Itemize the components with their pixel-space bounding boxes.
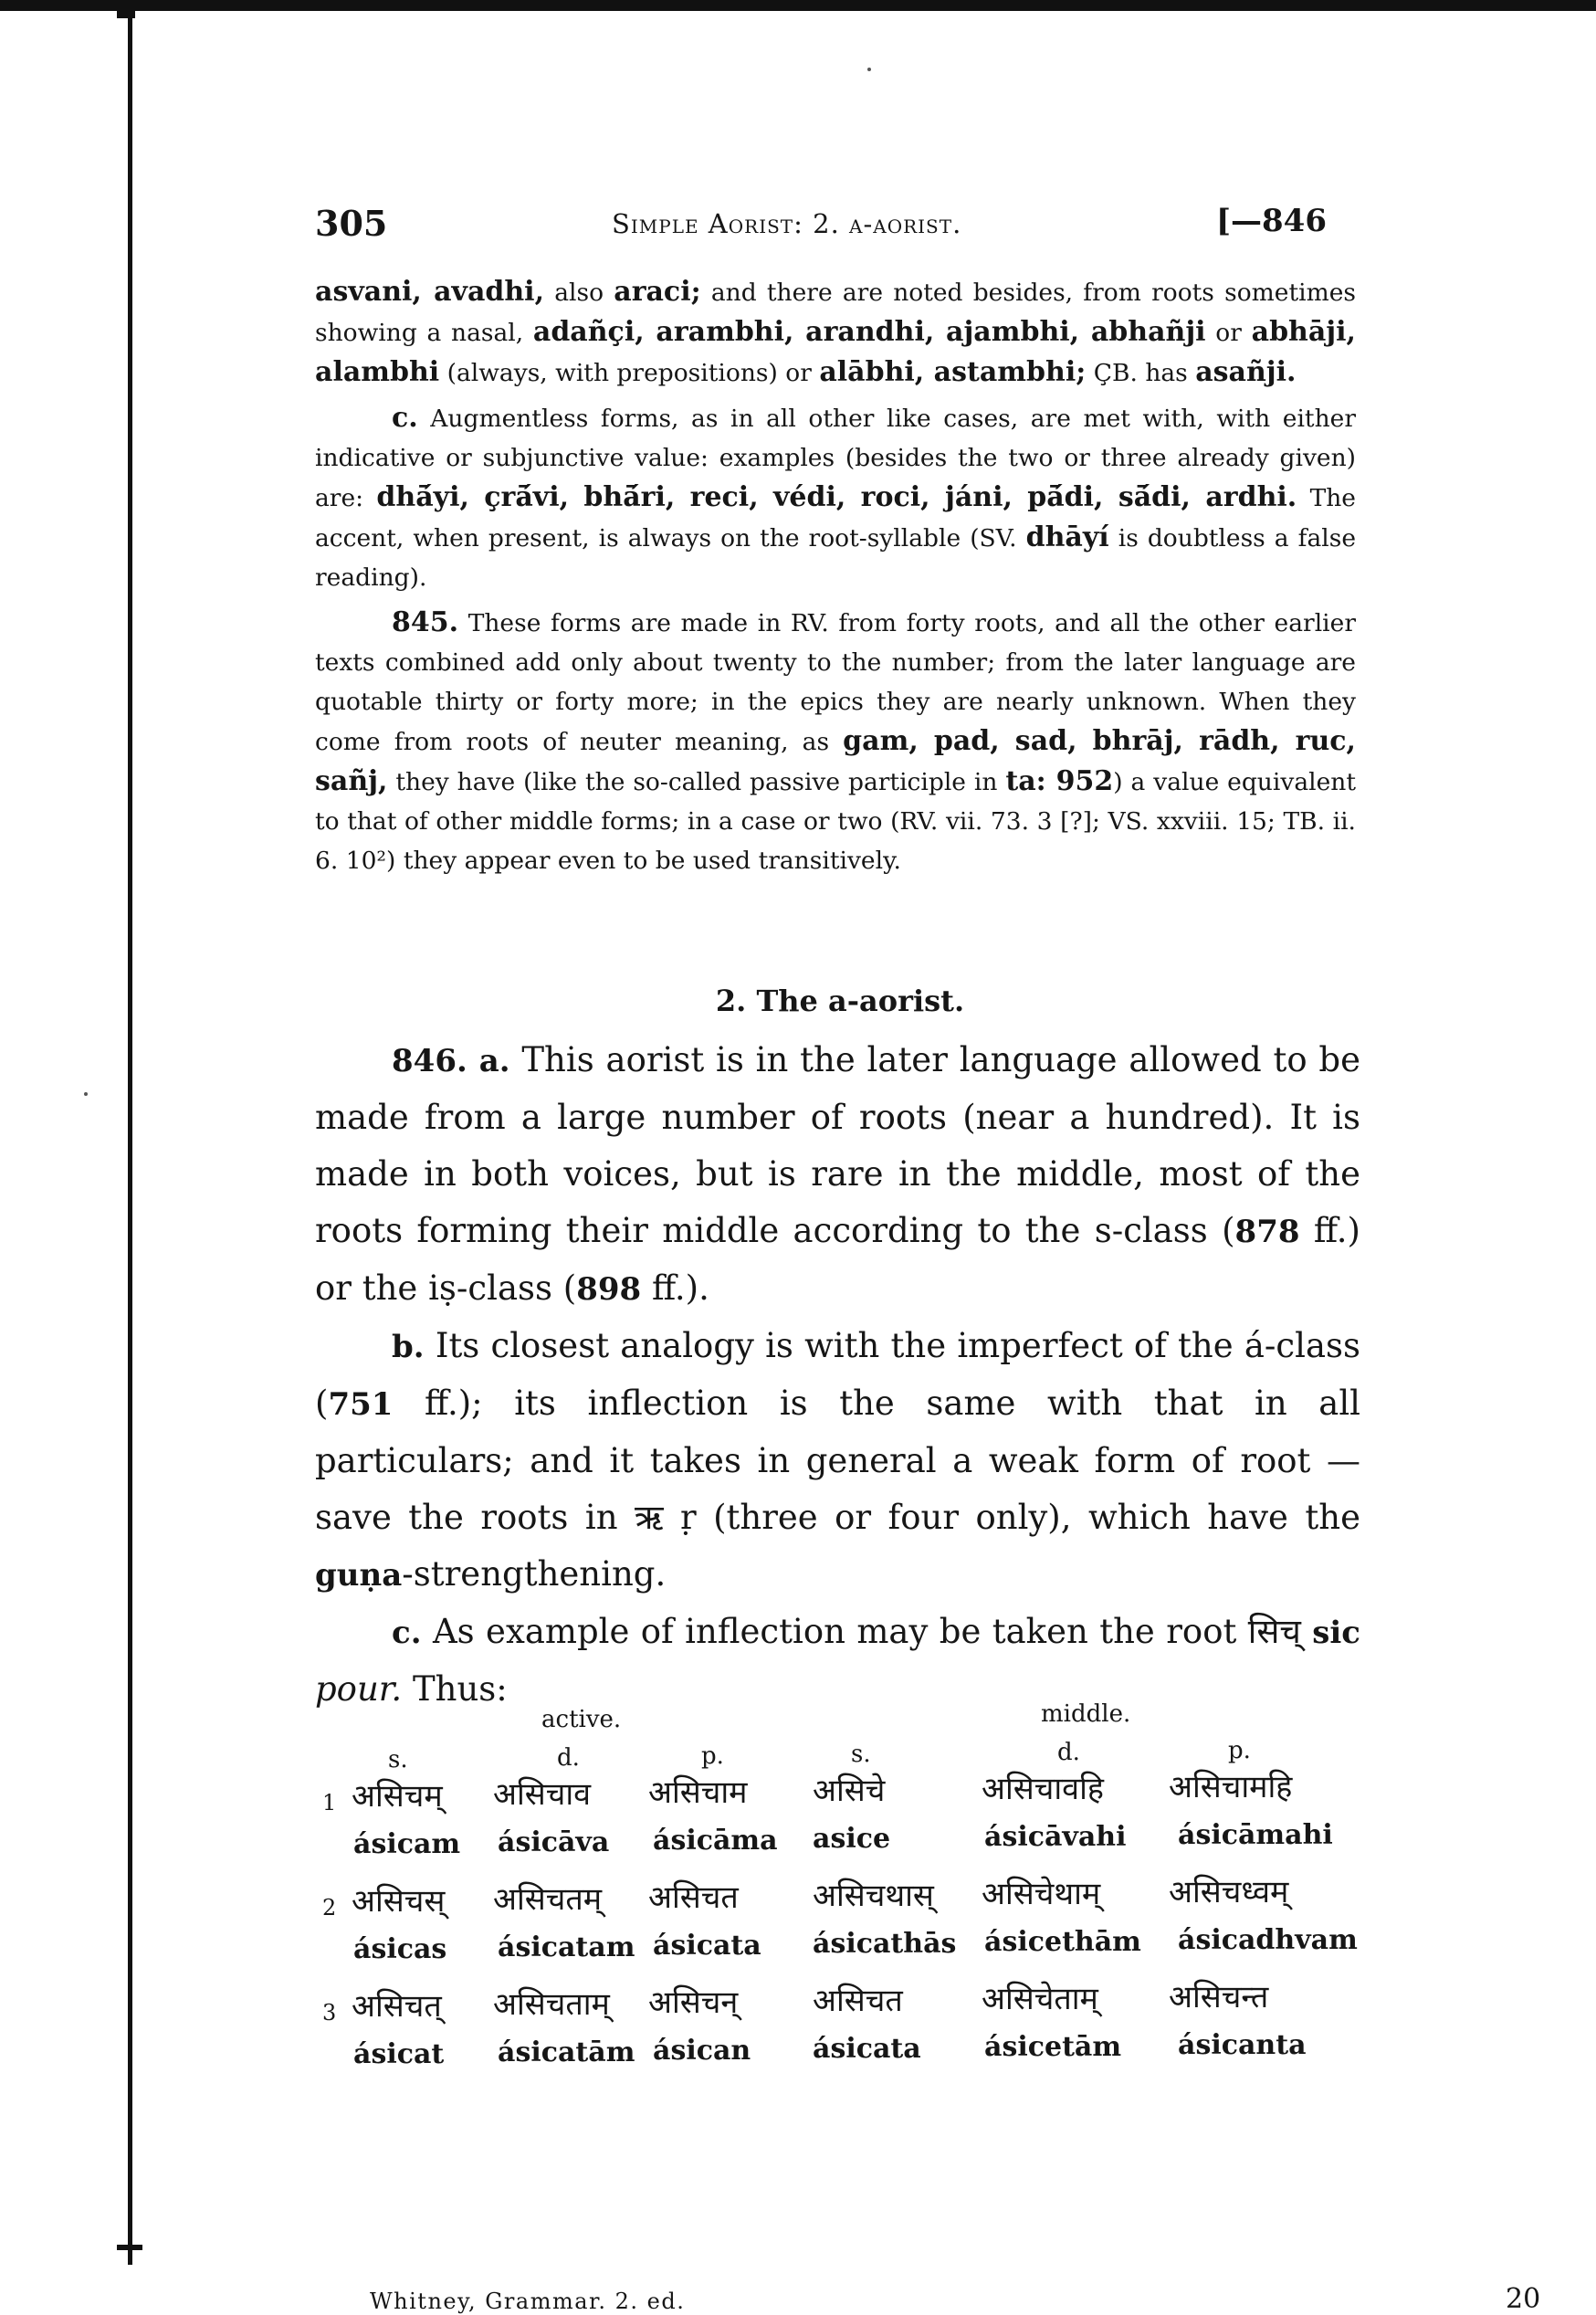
text-run: As example of inflection may be taken the root सिच् bbox=[421, 1612, 1313, 1651]
text-run: sic bbox=[1312, 1615, 1360, 1651]
text-run: 845. bbox=[392, 606, 459, 638]
devanagari-form: असिचन् bbox=[648, 1984, 739, 2021]
column-head: d. bbox=[1057, 1739, 1080, 1766]
devanagari-form: असिचतम् bbox=[493, 1881, 603, 1918]
text-run: 878 bbox=[1234, 1214, 1300, 1250]
devanagari-form: असिचत bbox=[813, 1983, 903, 2019]
voice-label-middle: middle. bbox=[1041, 1700, 1131, 1728]
text-run: (always, with prepositions) or bbox=[439, 359, 820, 387]
column-head: s. bbox=[388, 1746, 408, 1773]
row-person-number: 3 bbox=[322, 2000, 337, 2026]
transliterated-form: ásicāmahi bbox=[1178, 1819, 1333, 1851]
paragraph-augmentless-forms bbox=[315, 398, 1356, 597]
text-run: they have (like the so-called passive participle in bbox=[387, 768, 1006, 796]
text-run: asañji. bbox=[1195, 356, 1297, 388]
text-run: and there are noted besides, from roots sometimes showing a nasal, bbox=[315, 279, 1356, 347]
devanagari-form: असिचेथाम् bbox=[982, 1876, 1101, 1912]
running-title: Simple Aorist: 2. a-aorist. bbox=[612, 208, 962, 239]
section-reference: [—846 bbox=[1215, 203, 1327, 239]
text-run: The accent, when present, is always on the root-syllable (SV. bbox=[315, 484, 1356, 552]
text-run: is doubtless a false reading). bbox=[315, 524, 1356, 592]
devanagari-form: असिचामहि bbox=[1169, 1769, 1293, 1805]
text-run: ff.); its inflection is the same with that in all particulars; and it takes in general a weak form of root — save the roots in ऋ ṛ (three or four only), which have the bbox=[315, 1384, 1360, 1537]
devanagari-form: असिचावहि bbox=[982, 1771, 1104, 1807]
transliterated-form: ásican bbox=[653, 2035, 751, 2067]
transliterated-form: ásicat bbox=[353, 2038, 445, 2070]
section-heading: 2. The a-aorist. bbox=[715, 984, 965, 1018]
transliterated-form: ásicanta bbox=[1178, 2029, 1307, 2061]
transliterated-form: ásicatam bbox=[498, 1931, 635, 1963]
devanagari-form: असिचाव bbox=[493, 1776, 592, 1813]
transliterated-form: ásicadhvam bbox=[1178, 1924, 1358, 1956]
scan-border-bottom-notch bbox=[117, 2245, 142, 2250]
scan-border-left bbox=[128, 11, 132, 2265]
text-run: adañçi, arambhi, arandhi, ajambhi, abhañji bbox=[532, 316, 1206, 348]
text-run: These forms are made in RV. from forty roots, and all the other earlier texts combined add only about twenty to the number; from the later language are quotable thirty or forty more; in the epics they are nearly unknown. When they come from roots of neuter meaning, as bbox=[315, 609, 1356, 756]
column-head: d. bbox=[557, 1744, 580, 1772]
text-run: Augmentless forms, as in all other like cases, are met with, with either indicative or subjunctive value: examples (besides the two or three already given) are: bbox=[315, 405, 1356, 512]
footer-signature: Whitney, Grammar. 2. ed. bbox=[370, 2289, 686, 2314]
text-run: dhāyí bbox=[1025, 521, 1109, 553]
text-run: or bbox=[1205, 319, 1252, 347]
devanagari-form: असिचत् bbox=[352, 1988, 442, 2025]
devanagari-form: असिचन्त bbox=[1169, 1979, 1269, 2015]
transliterated-form: ásicāva bbox=[498, 1826, 610, 1858]
text-run: c. bbox=[392, 1615, 422, 1651]
text-run: ff.). bbox=[641, 1268, 709, 1308]
text-run: gam, pad, sad, bhrāj, rādh, ruc, sañj, bbox=[315, 725, 1356, 797]
text-run: pour. bbox=[315, 1669, 403, 1709]
footer-sheet-number: 20 bbox=[1506, 2283, 1541, 2315]
text-run: araci; bbox=[614, 276, 701, 308]
paragraph-846-b bbox=[315, 1318, 1360, 1604]
text-run: This aorist is in the later language allowed to be made from a large number of roots (near a hundred). It is made in both voices, but is rare in the middle, most of the roots forming their middle according to the s-class ( bbox=[315, 1040, 1360, 1250]
devanagari-form: असिचस् bbox=[352, 1883, 446, 1920]
devanagari-form: असिचम् bbox=[352, 1778, 443, 1815]
transliterated-form: ásicam bbox=[353, 1828, 461, 1860]
text-run: guṇa bbox=[315, 1557, 403, 1594]
text-run: 846. a. bbox=[392, 1043, 510, 1079]
text-run: ÇB. has bbox=[1086, 359, 1196, 387]
transliterated-form: asice bbox=[813, 1823, 891, 1855]
text-run: ) a value equivalent to that of other middle forms; in a case or two (RV. vii. 73. 3 [?]; VS. xxviii. 15; TB. ii. 6. 10²) they appear even to be used transitively. bbox=[315, 768, 1356, 875]
devanagari-form: असिचाम bbox=[648, 1774, 748, 1811]
text-run: ff.) or the iṣ-class ( bbox=[315, 1211, 1360, 1308]
voice-label-active: active. bbox=[541, 1706, 622, 1733]
text-run: c. bbox=[392, 402, 418, 434]
column-head: p. bbox=[1228, 1737, 1251, 1764]
text-run: abhāji, alambhi bbox=[315, 316, 1356, 388]
scan-speck bbox=[867, 68, 871, 71]
text-run: 898 bbox=[576, 1271, 642, 1308]
scan-speck bbox=[84, 1092, 88, 1096]
scan-border-top bbox=[0, 0, 1596, 11]
devanagari-form: असिचध्वम् bbox=[1169, 1874, 1289, 1910]
text-run: Its closest analogy is with the imperfect of the á-class ( bbox=[315, 1326, 1360, 1423]
transliterated-form: ásicetām bbox=[984, 2031, 1122, 2063]
devanagari-form: असिचताम् bbox=[493, 1986, 610, 2023]
paragraph-aorist-forms-list bbox=[315, 272, 1356, 393]
column-head: s. bbox=[851, 1741, 871, 1768]
devanagari-form: असिचेताम् bbox=[982, 1981, 1098, 2017]
text-run: ta: 952 bbox=[1005, 765, 1114, 797]
large-print-block bbox=[315, 1032, 1360, 1718]
transliterated-form: ásicatām bbox=[498, 2036, 635, 2068]
text-run: Thus: bbox=[402, 1669, 508, 1709]
column-head: p. bbox=[701, 1742, 724, 1770]
text-run: dhā́yi, çrā́vi, bhā́ri, reci, védi, roci, jáni, pā́di, sā́di, ardhi. bbox=[376, 481, 1297, 513]
text-run: also bbox=[544, 279, 614, 307]
transliterated-form: ásicāvahi bbox=[984, 1821, 1127, 1853]
row-person-number: 2 bbox=[322, 1895, 337, 1920]
transliterated-form: ásicata bbox=[653, 1930, 761, 1962]
transliterated-form: ásicethām bbox=[984, 1926, 1141, 1958]
running-head bbox=[315, 203, 1365, 245]
text-run: -strengthening. bbox=[402, 1554, 667, 1594]
devanagari-form: असिचथास् bbox=[813, 1878, 934, 1914]
text-run: 751 bbox=[328, 1386, 394, 1423]
devanagari-form: असिचे bbox=[813, 1773, 886, 1809]
devanagari-form: असिचत bbox=[648, 1879, 739, 1916]
transliterated-form: ásicāma bbox=[653, 1825, 778, 1857]
row-person-number: 1 bbox=[322, 1790, 337, 1815]
scan-border-notch bbox=[117, 11, 135, 18]
transliterated-form: ásicas bbox=[353, 1933, 447, 1965]
text-run: b. bbox=[392, 1329, 425, 1365]
text-run: alābhi, astambhi; bbox=[819, 356, 1087, 388]
transliterated-form: ásicata bbox=[813, 2033, 921, 2065]
paragraph-845 bbox=[315, 603, 1356, 880]
transliterated-form: ásicathās bbox=[813, 1928, 957, 1960]
page-number: 305 bbox=[315, 203, 388, 244]
text-run: asvani, avadhi, bbox=[315, 276, 545, 308]
paragraph-846-a bbox=[315, 1032, 1360, 1318]
small-print-block bbox=[315, 272, 1356, 886]
paragraph-846-c bbox=[315, 1604, 1360, 1718]
